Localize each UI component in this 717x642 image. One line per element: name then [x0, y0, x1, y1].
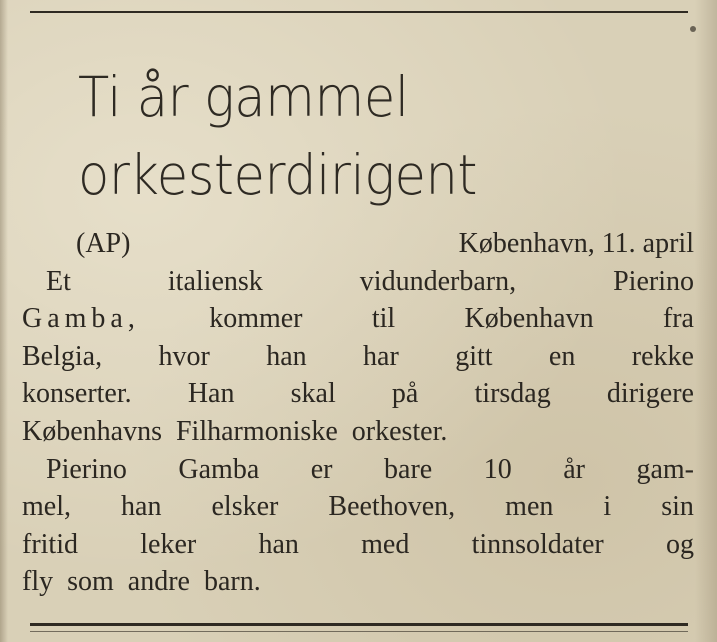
- word: fly: [22, 566, 54, 598]
- word: er: [310, 453, 333, 485]
- word-spaced-name: Gamba,: [22, 303, 140, 335]
- headline-line-2: orkesterdirigent: [78, 143, 478, 207]
- word: tirsdag: [474, 378, 551, 410]
- word: han: [266, 340, 307, 372]
- word: Pierino: [46, 453, 127, 485]
- word: konserter.: [22, 378, 132, 410]
- word: på: [391, 378, 419, 410]
- word: med: [361, 528, 410, 560]
- word: gitt: [455, 340, 493, 372]
- word: hvor: [158, 340, 210, 372]
- paragraph-2-line-2: [22, 488, 694, 526]
- word: leker: [140, 528, 197, 560]
- word: fra: [662, 303, 694, 335]
- word: Gamba: [178, 453, 260, 485]
- word: barn.: [203, 566, 261, 598]
- word: en: [548, 340, 576, 372]
- word: mel,: [22, 491, 71, 523]
- word: Pierino: [613, 265, 694, 297]
- word: fritid: [22, 528, 78, 560]
- word: Filharmoniske: [175, 415, 338, 447]
- word: Belgia,: [22, 340, 103, 372]
- word: dirigere: [606, 378, 694, 410]
- word: tinnsoldater: [471, 528, 604, 560]
- paper-edge-shadow: [0, 0, 8, 642]
- bottom-rule-thin: [30, 631, 688, 632]
- word: orkester.: [351, 415, 448, 447]
- word: gam-: [636, 453, 694, 485]
- paragraph-1-line-4: [22, 375, 694, 413]
- headline-line-1: Ti år gammel: [78, 65, 409, 129]
- word: sin: [661, 491, 694, 523]
- word: italiensk: [167, 265, 263, 297]
- headline: [78, 58, 636, 214]
- dateline: [22, 225, 694, 263]
- paragraph-1-line-5: [22, 413, 694, 451]
- word: Et: [46, 265, 71, 297]
- bottom-rule: [30, 623, 688, 626]
- word: og: [666, 528, 694, 560]
- word: rekke: [631, 340, 694, 372]
- place-date: København, 11. april: [458, 228, 694, 259]
- word: han: [121, 491, 162, 523]
- word: bare: [384, 453, 433, 485]
- word: har: [363, 340, 399, 372]
- word: Københavns: [22, 415, 162, 447]
- word: kommer: [209, 303, 303, 335]
- paragraph-2-line-3: [22, 526, 694, 564]
- word: til: [371, 303, 396, 335]
- word: Han: [187, 378, 235, 410]
- word: skal: [290, 378, 336, 410]
- paper-edge-shadow-right: [695, 0, 717, 642]
- top-rule: [30, 11, 688, 13]
- paragraph-1-line-1: [22, 263, 694, 301]
- agency-tag: (AP): [76, 228, 131, 259]
- word: Beethoven,: [328, 491, 456, 523]
- ink-speck: [690, 26, 696, 32]
- paragraph-1-line-2: [22, 300, 694, 338]
- word: men: [505, 491, 554, 523]
- word: år: [563, 453, 585, 485]
- paragraph-1-line-3: [22, 338, 694, 376]
- word: som: [67, 566, 114, 598]
- paragraph-2-line-4: [22, 563, 694, 601]
- word: vidunderbarn,: [359, 265, 517, 297]
- word: elsker: [211, 491, 279, 523]
- word: andre: [127, 566, 190, 598]
- word: i: [603, 491, 612, 523]
- article-body: [22, 225, 694, 601]
- word: han: [258, 528, 299, 560]
- paragraph-2-line-1: [22, 451, 694, 489]
- word: København: [464, 303, 594, 335]
- word: 10: [483, 453, 512, 485]
